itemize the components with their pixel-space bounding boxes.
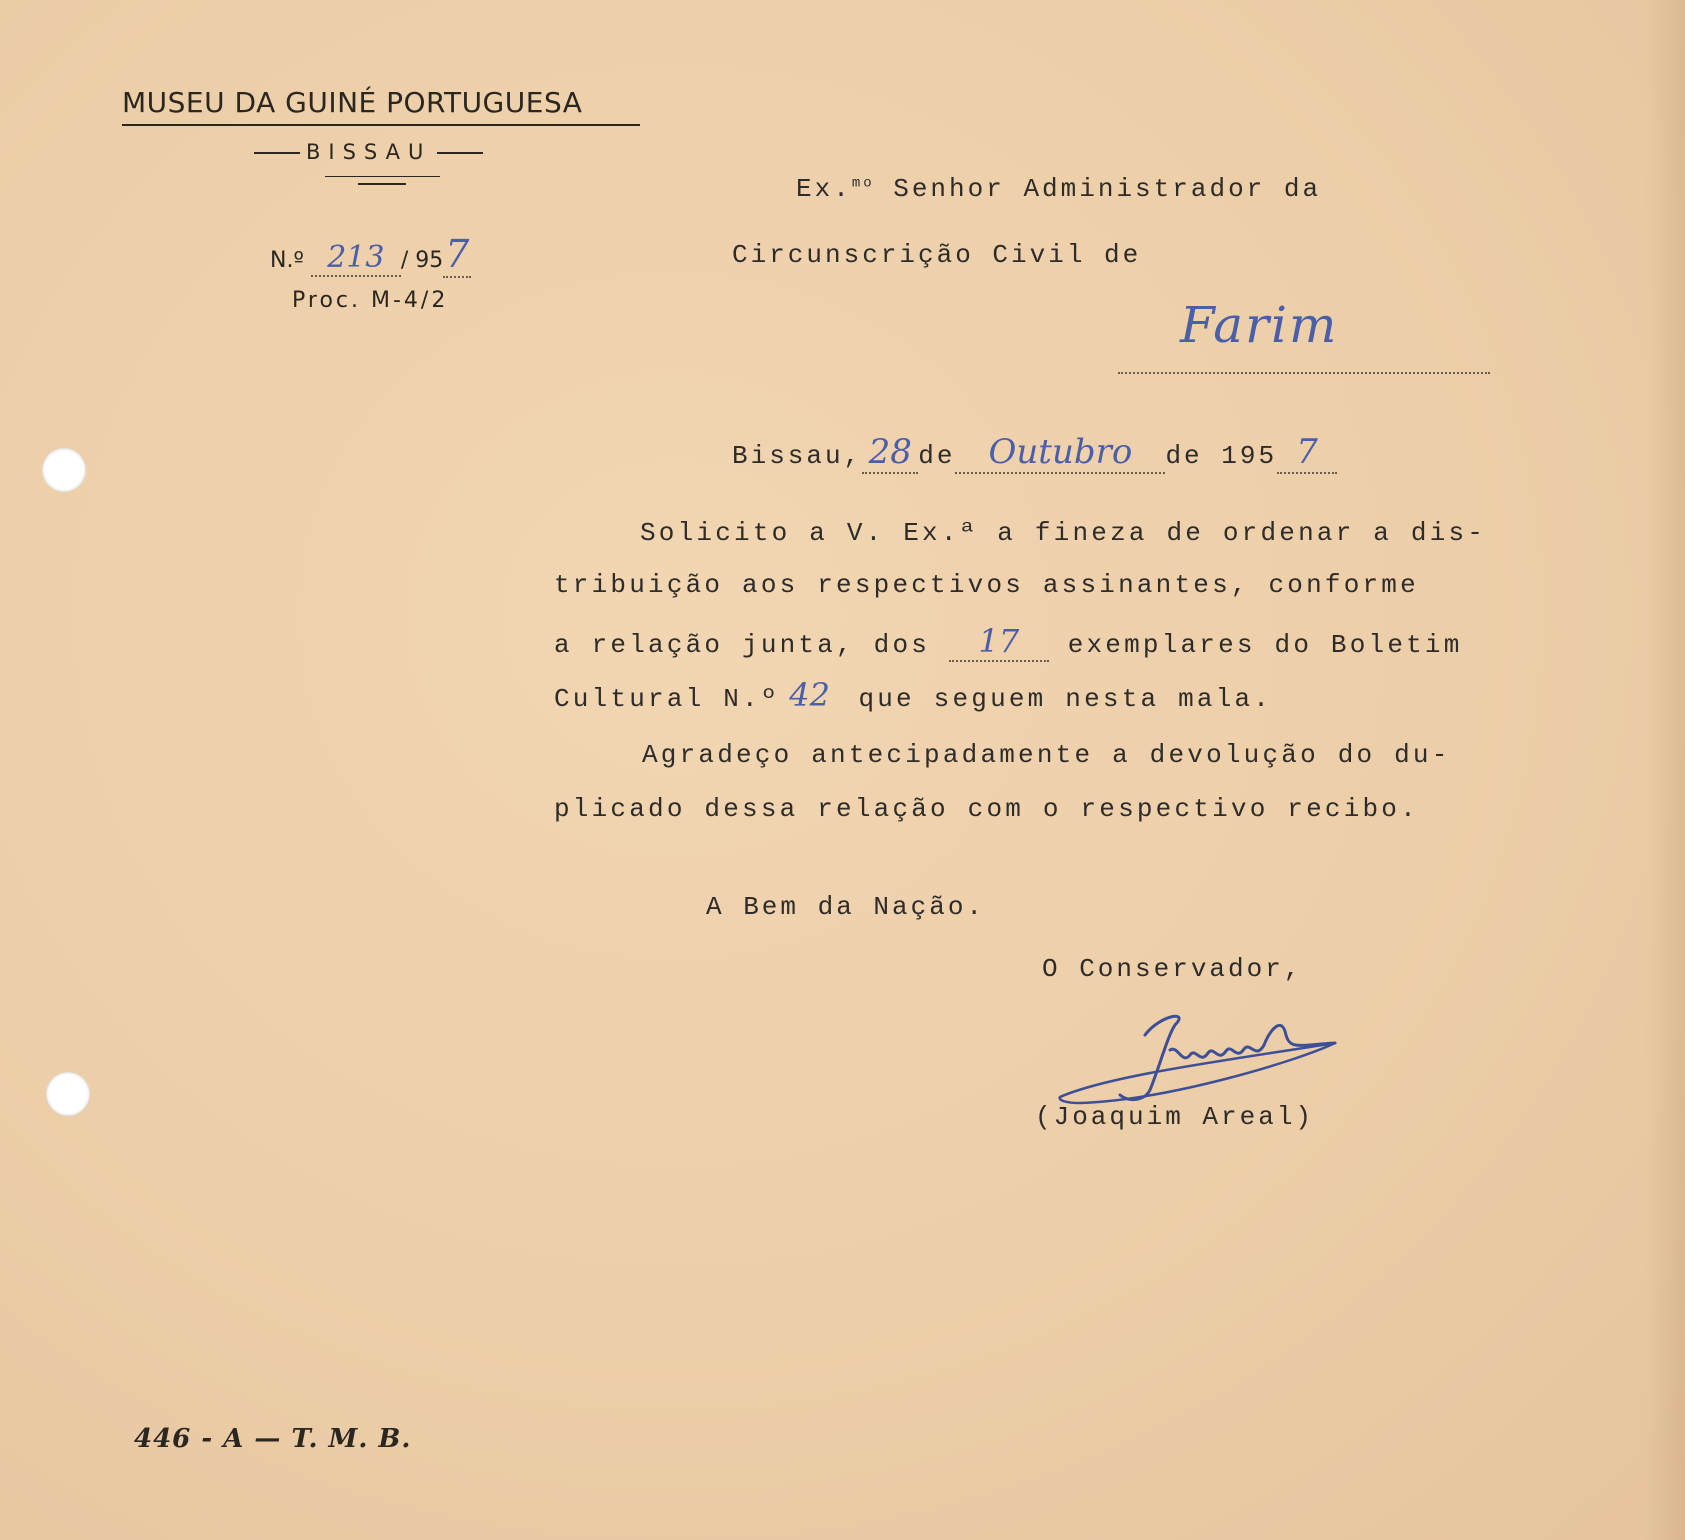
body-p1-line4-a: Cultural N.º [554, 684, 780, 714]
recipient-place-handwritten: Farim [1180, 296, 1339, 354]
reference-number [270, 232, 471, 278]
dateline-de2: de [1165, 441, 1203, 471]
body-p1-line4-b: que seguem nesta mala. [858, 684, 1273, 714]
salutation-prefix: Ex. [796, 174, 852, 204]
paper-edge-shadow [1645, 0, 1685, 1540]
institution-underline [122, 124, 640, 126]
body-p2-line2: plicado dessa relação com o respectivo recibo. [554, 794, 1419, 824]
reference-number-handwritten: 213 [327, 240, 385, 275]
body-p1-line3-b: exemplares do Boletim [1067, 630, 1463, 660]
dateline-de1: de [918, 441, 956, 471]
salutation-rest: Senhor Administrador da [874, 174, 1322, 204]
recipient-office: Circunscrição Civil de [732, 240, 1142, 270]
punch-hole-top [42, 448, 86, 492]
letterhead-rule [325, 176, 440, 177]
dateline [732, 432, 1337, 474]
reference-year-digit: 7 [445, 232, 470, 276]
recipient-place-dotted-line [1118, 372, 1490, 374]
dateline-day: 28 [868, 432, 912, 472]
dateline-month: Outubro [988, 432, 1133, 472]
dateline-year-digit: 7 [1296, 432, 1318, 472]
dateline-year-prefix: 195 [1221, 441, 1278, 471]
reference-year-prefix: / 95 [400, 248, 444, 273]
reference-label: N.º [270, 248, 304, 273]
body-p1-line1: Solicito a V. Ex.ª a fineza de ordenar a dis- [640, 518, 1487, 548]
form-code: 446 - A — T. M. B. [134, 1424, 412, 1454]
salutation-superscript: mo [851, 175, 875, 192]
closing-motto: A Bem da Nação. [706, 892, 986, 922]
punch-hole-bottom [46, 1072, 90, 1116]
body-p1-line3 [554, 622, 1463, 662]
dateline-city: Bissau, [732, 441, 863, 471]
letterhead-rule-small [358, 183, 406, 185]
body-p1-line2: tribuição aos respectivos assinantes, conforme [554, 570, 1419, 600]
handwritten-signature [1050, 1005, 1350, 1115]
letterhead-city [248, 140, 489, 164]
signatory-name: (Joaquim Areal) [1035, 1102, 1315, 1132]
process-reference: Proc. M-4/2 [292, 288, 449, 313]
letterhead-city-text: BISSAU [306, 140, 432, 164]
issue-number-handwritten: 42 [789, 676, 830, 714]
body-p1-line3-a: a relação junta, dos [554, 630, 931, 660]
body-p2-line1: Agradeço antecipadamente a devolução do du- [642, 740, 1451, 770]
signatory-role: O Conservador, [1042, 954, 1303, 984]
body-p1-line4 [554, 676, 1272, 714]
copies-count-handwritten: 17 [978, 622, 1020, 660]
institution-name: MUSEU DA GUINÉ PORTUGUESA [122, 86, 583, 119]
recipient-salutation [796, 174, 1321, 204]
